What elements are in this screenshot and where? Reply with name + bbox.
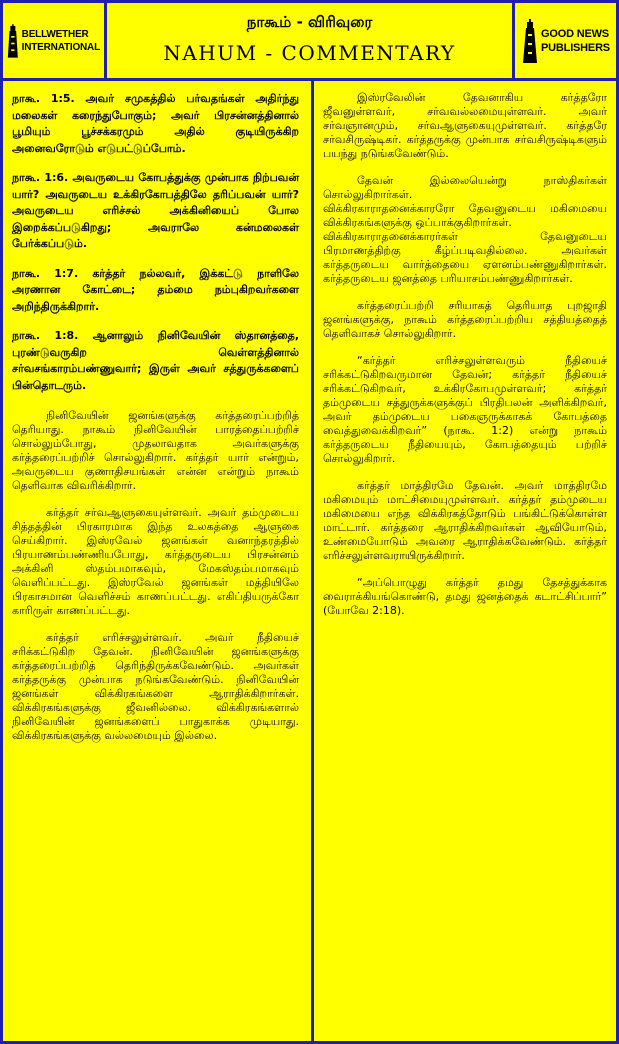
tower-icon — [7, 21, 19, 61]
title-area — [110, 3, 509, 78]
header — [3, 3, 616, 81]
right-column — [311, 81, 616, 1041]
right-paragraph-2a: தேவன் இல்லையென்று நாஸ்திகர்கள் சொல்லுகிறார்கள். — [323, 174, 607, 201]
left-column — [3, 81, 308, 1041]
tower-icon — [521, 19, 539, 63]
right-paragraph-1: இஸ்ரவேலின் தேவனாகிய கர்த்தரோ ஜீவனுள்ளவர், சர்வவல்லமையுள்ளவர். அவர் சர்வஞானமும், சர்வஆளுகையுமுள்ளவர். கர்த்தரே சர்வசிருஷ்டிகர். கர்த்தருக்கு முன்பாக சர்வசிருஷ்டிகளும் பயந்து நடுங்கவேண்டும். — [323, 91, 607, 160]
right-paragraph-4: “கர்த்தர் எரிச்சலுள்ளவரும் நீதியைச் சரிக்கட்டுகிறவருமான தேவன்; கர்த்தர் நீதியைச் சரிக்கட்டுகிறவர், உக்கிரகோபமுள்ளவர்; கர்த்தர் தம்முடைய சத்துருக்களுக்குப் பிரதிபலன் அளிக்கிறவர், அவர் தம்முடைய பகைஞருக்காகக் கோபத்தை வைத்துவைக்கிறவர்” (நாகூ. 1:2) என்று நாகூம் கர்த்தருடைய நீதியையும், கோபத்தையும் பற்றிச் சொல்லுகிறார். — [323, 354, 607, 465]
verse-1-7: நாகூ. 1:7. கர்த்தர் நல்லவர், இக்கட்டு நாளிலே அரணான கோட்டை; தம்மை நம்புகிறவர்களை அறிந்திருக்கிறார். — [12, 266, 299, 313]
right-paragraph-2c: விக்கிரகாராதனைக்காரர்கள் தேவனுடைய பிரமாணத்திற்கு கீழ்ப்படிவதில்லை. அவர்கள் கர்த்தருடைய வார்த்தையை ஏளனம்பண்ணுகிறார்கள். கர்த்தருடைய ஜனத்தை பரியாசம்பண்ணுகிறார்கள். — [323, 230, 607, 285]
left-paragraph-1: நினிவேயின் ஜனங்களுக்கு கர்த்தரைப்பற்றித் தெரியாது. நாகூம் நினிவேயின் பாரத்தைப்பற்றிச் சொல்லும்போது, முதலாவதாக அவர்களுக்கு கர்த்தரைப்பற்றிச் சொல்லுகிறார். கர்த்தர் யார் என்றும், அவருடைய குணாதிசயங்கள் என்ன என்றும் நாகூம் தெளிவாக விவரிக்கிறார். — [12, 409, 299, 492]
verse-1-6: நாகூ. 1:6. அவருடைய கோபத்துக்கு முன்பாக நிற்பவன் யார்? அவருடைய உக்கிரகோபத்திலே தரிப்பவன் யார்? அவருடைய எரிச்சல் அக்கினியைப் போல இறைக்கப்படுகிறது; அவராலே கன்மலைகள் பேர்க்கப்படும். — [12, 171, 299, 250]
logo-right-line1: GOOD NEWS — [541, 27, 609, 40]
verse-1-5: நாகூ. 1:5. அவர் சமுகத்தில் பர்வதங்கள் அதிர்ந்து மலைகள் கரைந்துபோகும்; அவர் பிரசன்னத்தினால் பூமியும் பூச்சக்கரமும் அதில் குடியிருக்கிற அனைவரோடும் எடுபட்டுப்போம். — [12, 92, 299, 155]
good-news-logo — [512, 3, 616, 78]
bellwether-logo — [3, 3, 107, 78]
right-paragraph-3: கர்த்தரைப்பற்றி சரியாகத் தெரியாத புறஜாதி ஜனங்களுக்கு, நாகூம் கர்த்தரைப்பற்றிய சத்தியத்தைத் தெளிவாகச் சொல்லுகிறார். — [323, 299, 607, 340]
left-paragraph-3: கர்த்தர் எரிச்சலுள்ளவர். அவர் நீதியைச் சரிக்கட்டுகிற தேவன். நினிவேயின் ஜனங்களுக்கு கர்த்தரைப்பற்றித் தெரிந்திருக்கவேண்டும். அவர்கள் கர்த்தருக்கு முன்பாக நடுங்கவேண்டும். நினிவேயின் ஜனங்கள் விக்கிரகங்களை ஆராதிக்கிறார்கள். விக்கிரகங்களுக்கு ஜீவனில்லை. விக்கிரகங்களால் நினிவேயின் ஜனங்களைப் பாதுகாக்க முடியாது. விக்கிரகங்களுக்கு வல்லமையும் இல்லை. — [12, 631, 299, 742]
title-tamil: நாகூம் - விரிவுரை — [246, 13, 373, 31]
logo-left-line1: BELLWETHER — [21, 28, 89, 40]
left-paragraph-2: கர்த்தர் சர்வஆளுகையுள்ளவர். அவர் தம்முடைய சித்தத்தின் பிரகாரமாக இந்த உலகத்தை ஆளுகை செய்கிறார். இஸ்ரவேல் ஜனங்கள் வனாந்தரத்தில் பிரயாணம்பண்ணியபோது, கர்த்தருடைய பிரசன்னம் அக்கினி ஸ்தம்பமாகவும், மேகஸ்தம்பமாகவும் வெளிப்பட்டது. இஸ்ரவேல் ஜனங்கள் மத்தியிலே பிரகாசமான வெளிச்சம் காணப்பட்டது. எகிப்தியருக்கோ காரிருள் காணப்பட்டது. — [12, 506, 299, 617]
right-paragraph-6: “அப்பொழுது கர்த்தர் தமது தேசத்துக்காக வைராக்கியங்கொண்டு, தமது ஜனத்தைக் கடாட்சிப்பார்” (யோவே 2:18). — [323, 576, 607, 617]
logo-right-line2: PUBLISHERS — [541, 41, 610, 54]
right-paragraph-2b: விக்கிரகாராதனைக்காரரோ தேவனுடைய மகிமையை விக்கிரகங்களுக்கு ஒப்பாக்குகிறார்கள். — [323, 202, 607, 229]
title-english: NAHUM - COMMENTARY — [163, 41, 456, 65]
right-paragraph-5: கர்த்தர் மாத்திரமே தேவன். அவர் மாத்திரமே மகிமையும் மாட்சிமையுமுள்ளவர். கர்த்தர் தம்முடைய மகிமையை எந்த விக்கிரகத்தோடும் பங்கிட்டுக்கொள்ள மாட்டார். கர்த்தரை ஆராதிக்கிறவர்கள் ஆவியோடும், உண்மையோடும் அவரை ஆராதிக்கவேண்டும். கர்த்தர் எரிச்சலுள்ளவராயிருக்கிறார். — [323, 479, 607, 562]
logo-left-line2: INTERNATIONAL — [21, 41, 100, 53]
verse-1-8: நாகூ. 1:8. ஆனாலும் நினிவேயின் ஸ்தானத்தை, புரண்டுவருகிற வெள்ளத்தினால் சர்வசங்காரம்பண்ணுவார்; இருள் அவர் சத்துருக்களைப் பின்தொடரும். — [12, 329, 299, 392]
